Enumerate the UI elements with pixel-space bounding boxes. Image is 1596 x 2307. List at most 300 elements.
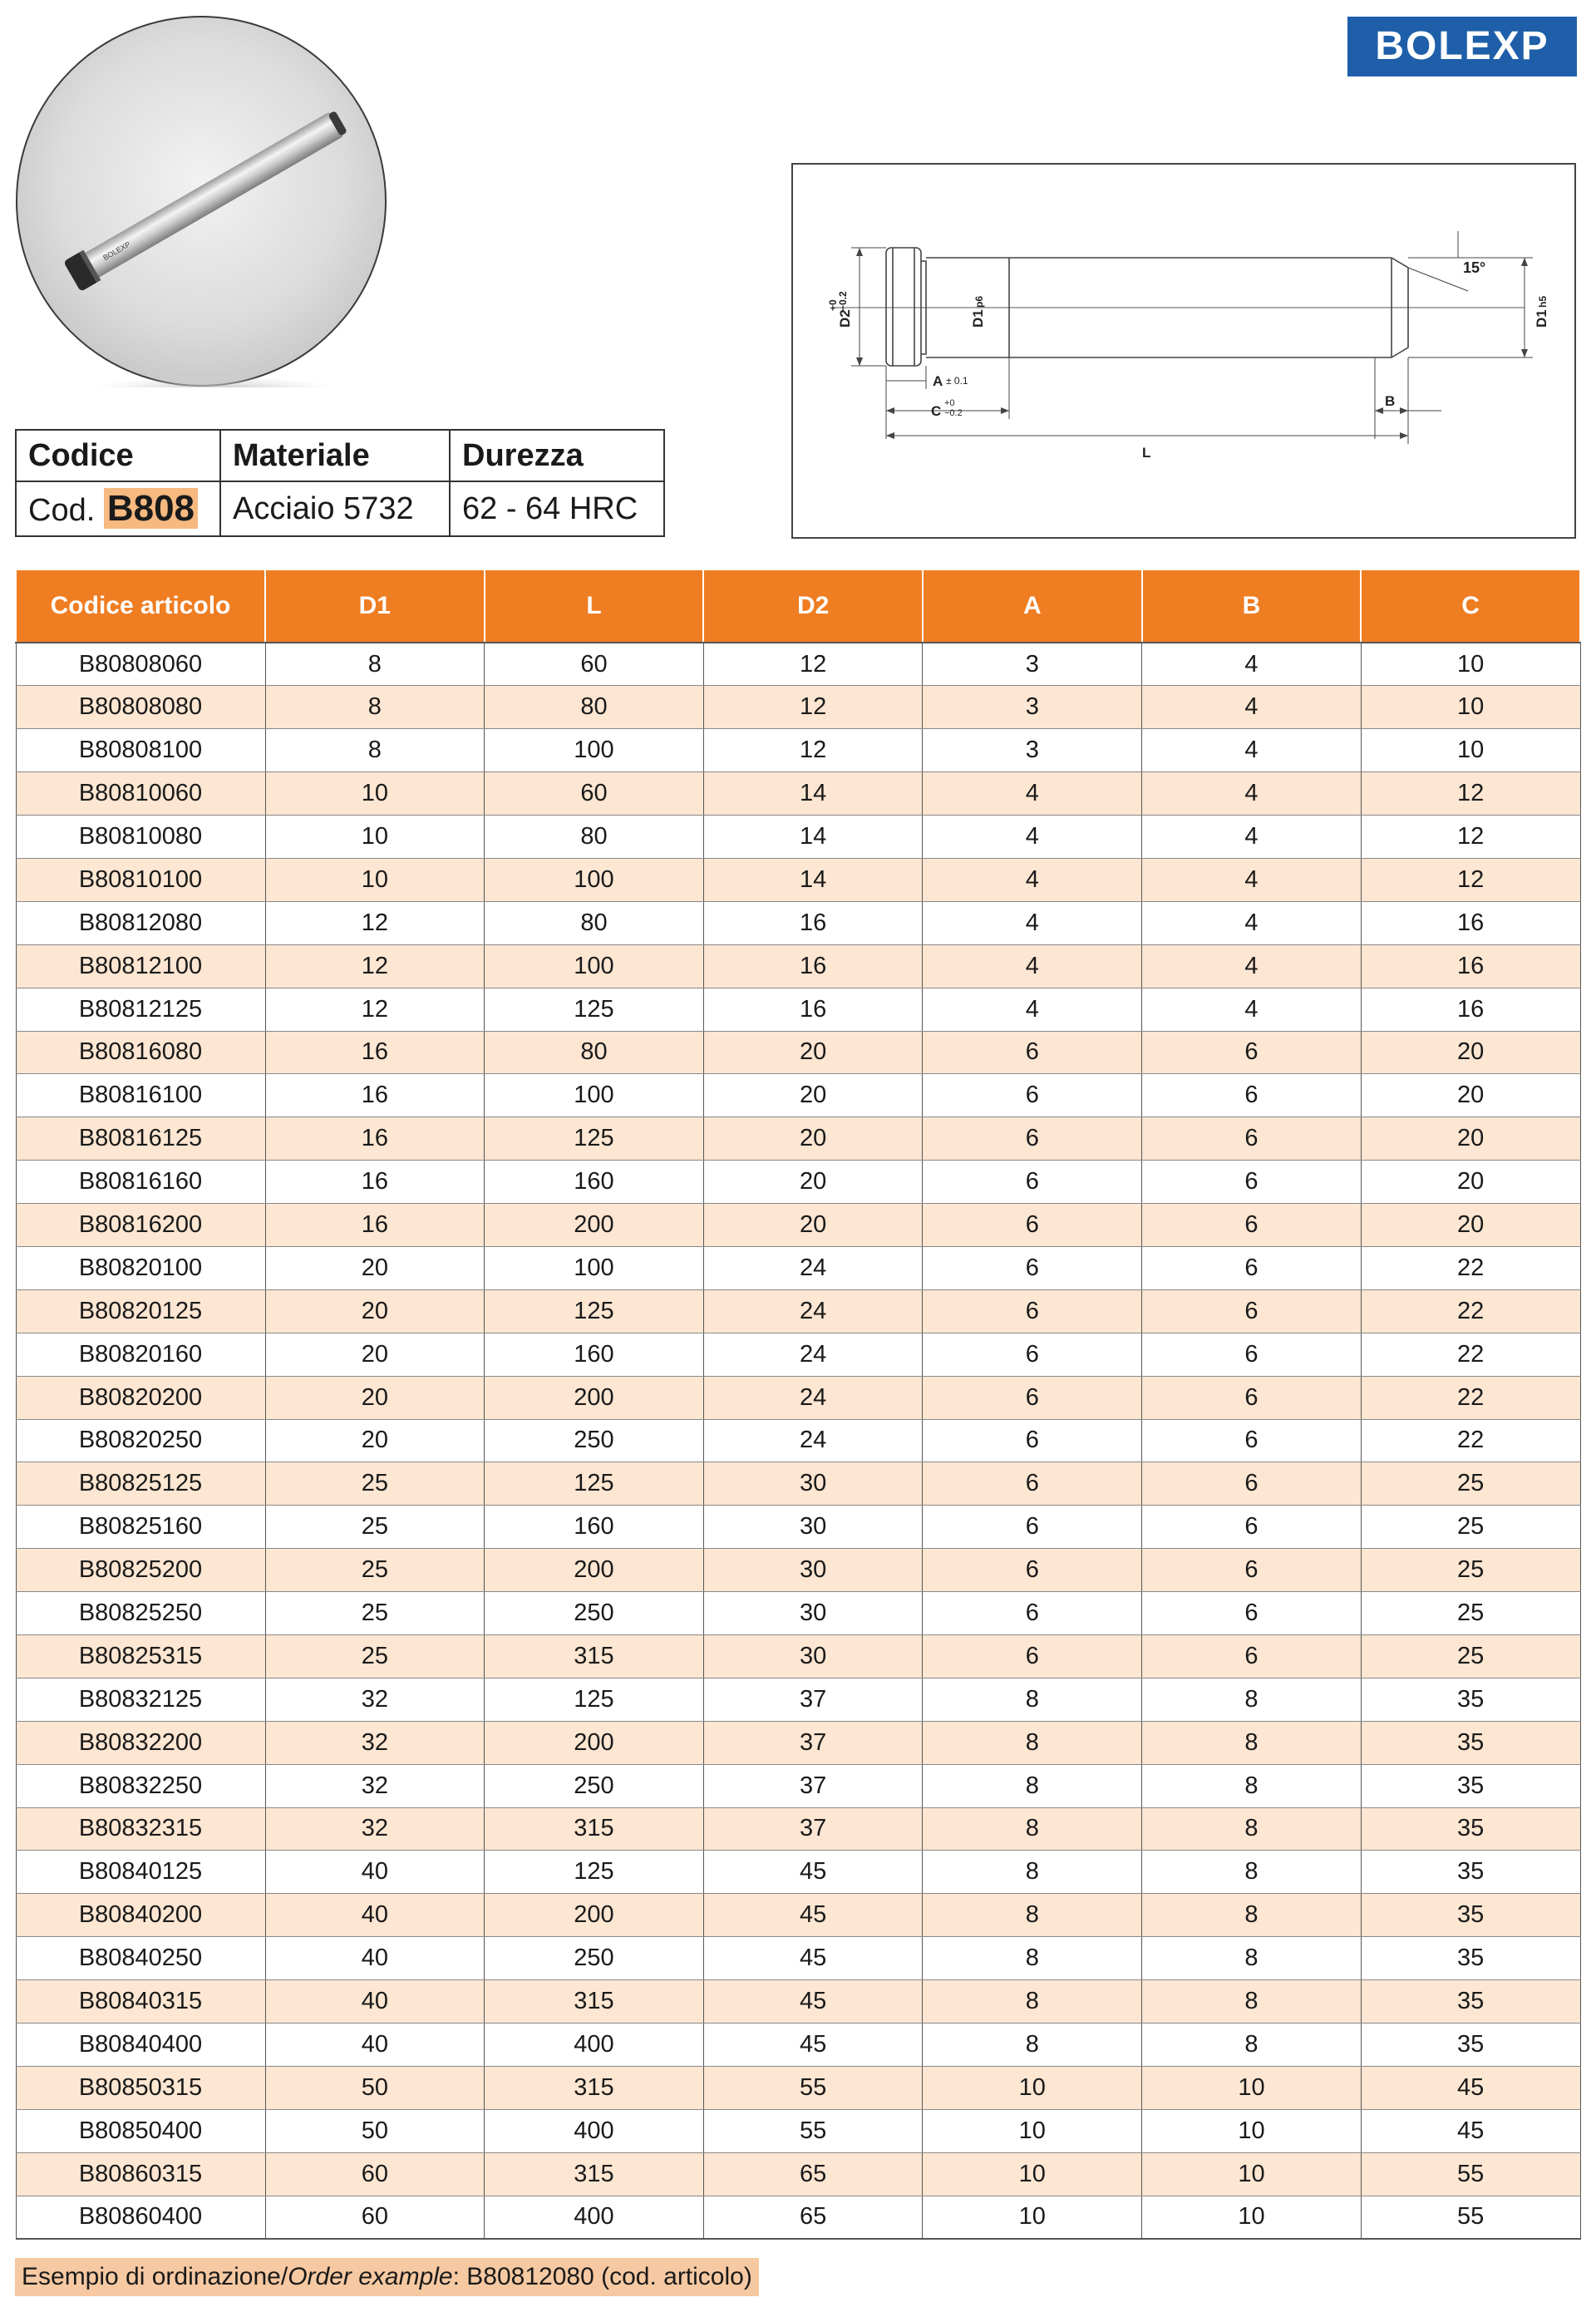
table-cell: 12 [703, 686, 923, 729]
table-row [16, 1246, 1580, 1289]
table-cell: 16 [1361, 988, 1580, 1031]
table-cell: 60 [265, 2196, 485, 2239]
order-example-italic: Order example [288, 2263, 453, 2290]
table-cell: 6 [1142, 1419, 1362, 1462]
table-cell: 4 [1142, 729, 1362, 772]
table-cell: 35 [1361, 1678, 1580, 1721]
table-cell: 100 [485, 944, 704, 988]
table-cell: 125 [485, 1851, 704, 1894]
table-cell: 3 [923, 729, 1142, 772]
table-row [16, 1506, 1580, 1549]
table-cell: 6 [1142, 1376, 1362, 1419]
table-row [16, 1419, 1580, 1462]
table-cell: 50 [265, 2109, 485, 2152]
table-row [16, 1592, 1580, 1635]
table-cell: B80840125 [16, 1851, 265, 1894]
table-cell: B80816125 [16, 1117, 265, 1161]
table-row [16, 1980, 1580, 2024]
table-cell: B80816200 [16, 1204, 265, 1247]
table-cell: 4 [923, 901, 1142, 944]
table-cell: 100 [485, 858, 704, 901]
table-cell: 25 [265, 1592, 485, 1635]
a-label: A [933, 373, 943, 389]
table-cell: 20 [265, 1376, 485, 1419]
table-cell: 55 [703, 2109, 923, 2152]
table-cell: 6 [923, 1419, 1142, 1462]
table-cell: 14 [703, 816, 923, 859]
table-cell: 4 [1142, 772, 1362, 816]
table-cell: 25 [265, 1506, 485, 1549]
table-cell: B80812080 [16, 901, 265, 944]
table-cell: 160 [485, 1333, 704, 1376]
table-cell: 55 [1361, 2196, 1580, 2239]
table-cell: 8 [1142, 1764, 1362, 1807]
table-cell: 160 [485, 1161, 704, 1204]
table-cell: 6 [923, 1549, 1142, 1592]
table-cell: 24 [703, 1333, 923, 1376]
table-cell: 6 [1142, 1204, 1362, 1247]
table-cell: 6 [1142, 1117, 1362, 1161]
table-cell: B80825315 [16, 1634, 265, 1678]
table-cell: 10 [265, 816, 485, 859]
hardness-value: 62 - 64 HRC [450, 481, 664, 536]
table-row [16, 1894, 1580, 1937]
table-cell: 35 [1361, 1721, 1580, 1764]
table-cell: 315 [485, 1634, 704, 1678]
table-row [16, 2196, 1580, 2239]
table-cell: 60 [485, 772, 704, 816]
table-cell: 4 [1142, 686, 1362, 729]
table-cell: B80812100 [16, 944, 265, 988]
table-cell: B80808100 [16, 729, 265, 772]
table-cell: 4 [923, 772, 1142, 816]
table-cell: 8 [1142, 1980, 1362, 2024]
table-cell: 80 [485, 816, 704, 859]
table-cell: B80808080 [16, 686, 265, 729]
table-cell: 24 [703, 1419, 923, 1462]
col-header-l: L [485, 569, 704, 643]
table-cell: 25 [265, 1549, 485, 1592]
table-cell: 4 [1142, 858, 1362, 901]
d1-label: D1 [970, 309, 986, 328]
table-cell: 10 [1361, 643, 1580, 686]
table-cell: 35 [1361, 1851, 1580, 1894]
table-cell: B80825125 [16, 1462, 265, 1506]
table-cell: 8 [923, 1807, 1142, 1851]
table-row [16, 858, 1580, 901]
table-cell: B80840200 [16, 1894, 265, 1937]
table-cell: 200 [485, 1549, 704, 1592]
table-row [16, 1333, 1580, 1376]
table-cell: 20 [703, 1117, 923, 1161]
table-cell: 100 [485, 1246, 704, 1289]
table-cell: 16 [265, 1204, 485, 1247]
table-cell: 10 [1361, 686, 1580, 729]
table-row [16, 1549, 1580, 1592]
table-cell: 10 [265, 772, 485, 816]
table-cell: 125 [485, 1678, 704, 1721]
table-cell: B80840400 [16, 2024, 265, 2067]
table-cell: 8 [265, 686, 485, 729]
table-cell: 24 [703, 1246, 923, 1289]
table-cell: B80810080 [16, 816, 265, 859]
table-cell: 4 [1142, 988, 1362, 1031]
table-row [16, 2024, 1580, 2067]
table-cell: 6 [923, 1634, 1142, 1678]
table-cell: 8 [1142, 1721, 1362, 1764]
table-cell: 65 [703, 2152, 923, 2196]
table-cell: 20 [1361, 1031, 1580, 1074]
table-row [16, 1161, 1580, 1204]
table-cell: 80 [485, 686, 704, 729]
guide-pin-photo [15, 15, 387, 387]
table-cell: 35 [1361, 1937, 1580, 1980]
table-cell: 8 [1142, 1894, 1362, 1937]
table-cell: 40 [265, 1894, 485, 1937]
table-cell: 4 [923, 944, 1142, 988]
pin-engraving: BOLEXP [101, 239, 132, 263]
table-header-row [16, 569, 1580, 643]
table-cell: 22 [1361, 1419, 1580, 1462]
d2-tol-top: +0 [827, 299, 839, 311]
table-cell: B80820100 [16, 1246, 265, 1289]
table-cell: 10 [1142, 2196, 1362, 2239]
table-cell: 30 [703, 1592, 923, 1635]
article-table [15, 569, 1581, 2240]
table-cell: 8 [1142, 1851, 1362, 1894]
table-body [16, 643, 1580, 2239]
table-cell: 315 [485, 2152, 704, 2196]
table-row [16, 2066, 1580, 2109]
table-cell: 125 [485, 1117, 704, 1161]
table-cell: 12 [265, 944, 485, 988]
table-cell: 55 [1361, 2152, 1580, 2196]
table-cell: B80825250 [16, 1592, 265, 1635]
table-cell: 10 [923, 2196, 1142, 2239]
table-cell: 20 [1361, 1074, 1580, 1117]
table-row [16, 1937, 1580, 1980]
table-cell: 200 [485, 1721, 704, 1764]
table-cell: B80860400 [16, 2196, 265, 2239]
table-cell: 24 [703, 1289, 923, 1333]
table-cell: 8 [1142, 1807, 1362, 1851]
table-cell: 6 [923, 1204, 1142, 1247]
table-cell: 16 [703, 901, 923, 944]
table-cell: B80820250 [16, 1419, 265, 1462]
table-cell: B80832315 [16, 1807, 265, 1851]
table-cell: B80832200 [16, 1721, 265, 1764]
table-cell: 315 [485, 1980, 704, 2024]
table-cell: 200 [485, 1376, 704, 1419]
table-cell: 40 [265, 2024, 485, 2067]
table-row [16, 686, 1580, 729]
product-code: B808 [104, 488, 198, 529]
table-cell: 20 [1361, 1204, 1580, 1247]
table-row [16, 1721, 1580, 1764]
table-cell: 37 [703, 1807, 923, 1851]
table-cell: 45 [1361, 2066, 1580, 2109]
table-cell: 35 [1361, 1764, 1580, 1807]
table-cell: B80840315 [16, 1980, 265, 2024]
order-example [15, 2258, 759, 2296]
table-cell: B80832125 [16, 1678, 265, 1721]
table-cell: 60 [485, 643, 704, 686]
table-cell: 10 [923, 2066, 1142, 2109]
table-cell: 6 [923, 1376, 1142, 1419]
codice-header: Codice [16, 430, 220, 481]
table-cell: 6 [1142, 1031, 1362, 1074]
c-tol-bottom: −0.2 [944, 408, 963, 418]
table-cell: 12 [1361, 858, 1580, 901]
table-cell: 4 [923, 988, 1142, 1031]
table-cell: 30 [703, 1462, 923, 1506]
table-cell: 25 [1361, 1506, 1580, 1549]
table-row [16, 1117, 1580, 1161]
table-cell: 6 [923, 1031, 1142, 1074]
table-cell: 16 [265, 1161, 485, 1204]
d1-right-fit: h5 [1537, 295, 1549, 308]
table-row [16, 944, 1580, 988]
table-cell: 20 [703, 1074, 923, 1117]
table-cell: 400 [485, 2196, 704, 2239]
table-cell: 8 [923, 2024, 1142, 2067]
col-header-c: C [1361, 569, 1580, 643]
code-cell [16, 481, 220, 536]
table-cell: 14 [703, 772, 923, 816]
table-cell: 80 [485, 901, 704, 944]
table-cell: 8 [923, 1721, 1142, 1764]
table-cell: B80810100 [16, 858, 265, 901]
table-cell: 6 [923, 1333, 1142, 1376]
col-header-a: A [923, 569, 1142, 643]
table-cell: 6 [923, 1161, 1142, 1204]
table-cell: B80850315 [16, 2066, 265, 2109]
table-cell: 10 [1142, 2152, 1362, 2196]
table-cell: 10 [1142, 2066, 1362, 2109]
table-cell: 80 [485, 1031, 704, 1074]
table-cell: 125 [485, 1462, 704, 1506]
table-cell: 16 [265, 1117, 485, 1161]
table-row [16, 901, 1580, 944]
table-row [16, 1851, 1580, 1894]
table-cell: 10 [1142, 2109, 1362, 2152]
table-cell: 6 [1142, 1634, 1362, 1678]
table-cell: 25 [265, 1634, 485, 1678]
table-cell: 100 [485, 1074, 704, 1117]
table-row [16, 1764, 1580, 1807]
table-cell: B80820200 [16, 1376, 265, 1419]
table-cell: 125 [485, 1289, 704, 1333]
table-cell: 4 [1142, 643, 1362, 686]
table-cell: 8 [923, 1851, 1142, 1894]
table-cell: 6 [923, 1506, 1142, 1549]
table-row [16, 2109, 1580, 2152]
table-cell: 8 [265, 729, 485, 772]
table-cell: 8 [265, 643, 485, 686]
table-row [16, 1807, 1580, 1851]
table-cell: 6 [923, 1289, 1142, 1333]
d1-fit: p6 [973, 295, 985, 308]
table-cell: B80820125 [16, 1289, 265, 1333]
table-cell: 6 [1142, 1246, 1362, 1289]
table-cell: 30 [703, 1549, 923, 1592]
table-cell: 6 [1142, 1333, 1362, 1376]
table-row [16, 1634, 1580, 1678]
table-cell: 40 [265, 1851, 485, 1894]
table-cell: 12 [703, 729, 923, 772]
table-cell: 25 [1361, 1634, 1580, 1678]
table-cell: 12 [265, 901, 485, 944]
l-label: L [1142, 445, 1151, 461]
table-cell: 250 [485, 1592, 704, 1635]
table-row [16, 1462, 1580, 1506]
table-cell: 6 [1142, 1289, 1362, 1333]
table-cell: 45 [703, 1980, 923, 2024]
table-row [16, 772, 1580, 816]
col-header-codice: Codice articolo [16, 569, 265, 643]
table-cell: 12 [703, 643, 923, 686]
bolexp-logo: BOLEXP [1347, 17, 1577, 76]
table-cell: 315 [485, 1807, 704, 1851]
table-cell: B80810060 [16, 772, 265, 816]
table-cell: 25 [1361, 1592, 1580, 1635]
table-cell: 8 [923, 1678, 1142, 1721]
table-cell: 32 [265, 1721, 485, 1764]
materiale-header: Materiale [220, 430, 450, 481]
table-cell: 4 [923, 858, 1142, 901]
product-photo [15, 15, 387, 387]
table-row [16, 1074, 1580, 1117]
material-value: Acciaio 5732 [220, 481, 450, 536]
order-example-suffix: : B80812080 (cod. articolo) [452, 2263, 752, 2290]
table-cell: 20 [703, 1161, 923, 1204]
table-cell: 250 [485, 1937, 704, 1980]
table-cell: B80832250 [16, 1764, 265, 1807]
table-cell: 40 [265, 1980, 485, 2024]
table-cell: 6 [1142, 1161, 1362, 1204]
table-cell: 100 [485, 729, 704, 772]
table-cell: 6 [923, 1246, 1142, 1289]
cod-prefix: Cod. [28, 493, 96, 528]
table-cell: B80825160 [16, 1506, 265, 1549]
table-cell: 45 [703, 2024, 923, 2067]
table-row [16, 729, 1580, 772]
table-cell: 6 [923, 1074, 1142, 1117]
table-cell: 20 [1361, 1161, 1580, 1204]
table-cell: 14 [703, 858, 923, 901]
table-cell: 8 [923, 1937, 1142, 1980]
table-cell: 25 [265, 1462, 485, 1506]
table-cell: B80860315 [16, 2152, 265, 2196]
table-cell: 8 [923, 1980, 1142, 2024]
table-row [16, 988, 1580, 1031]
table-cell: 20 [265, 1246, 485, 1289]
durezza-header: Durezza [450, 430, 664, 481]
c-tol-top: +0 [944, 398, 955, 408]
table-cell: 8 [923, 1894, 1142, 1937]
table-cell: 50 [265, 2066, 485, 2109]
table-cell: B80840250 [16, 1937, 265, 1980]
table-cell: 315 [485, 2066, 704, 2109]
table-cell: 8 [1142, 1937, 1362, 1980]
table-cell: 12 [1361, 816, 1580, 859]
table-cell: 25 [1361, 1462, 1580, 1506]
col-header-d1: D1 [265, 569, 485, 643]
table-cell: 4 [1142, 901, 1362, 944]
table-cell: 20 [265, 1333, 485, 1376]
table-cell: 24 [703, 1376, 923, 1419]
table-cell: 32 [265, 1807, 485, 1851]
table-cell: 200 [485, 1204, 704, 1247]
table-cell: 22 [1361, 1333, 1580, 1376]
d2-tol-bottom: −0.2 [837, 291, 849, 311]
dimension-drawing [793, 165, 1574, 537]
table-cell: 12 [265, 988, 485, 1031]
table-cell: B80808060 [16, 643, 265, 686]
table-cell: B80816160 [16, 1161, 265, 1204]
table-cell: 30 [703, 1506, 923, 1549]
table-cell: 250 [485, 1419, 704, 1462]
c-label: C [931, 403, 942, 419]
table-cell: 3 [923, 643, 1142, 686]
angle-label: 15° [1463, 259, 1486, 276]
table-cell: 35 [1361, 2024, 1580, 2067]
table-cell: 16 [1361, 901, 1580, 944]
table-cell: 32 [265, 1678, 485, 1721]
table-cell: 22 [1361, 1289, 1580, 1333]
table-cell: 6 [1142, 1549, 1362, 1592]
table-cell: B80825200 [16, 1549, 265, 1592]
table-cell: 10 [265, 858, 485, 901]
table-cell: 20 [265, 1289, 485, 1333]
table-cell: 6 [923, 1592, 1142, 1635]
table-cell: 10 [923, 2152, 1142, 2196]
table-cell: 35 [1361, 1807, 1580, 1851]
table-cell: 20 [703, 1031, 923, 1074]
table-cell: 4 [1142, 944, 1362, 988]
table-cell: 10 [923, 2109, 1142, 2152]
table-cell: 35 [1361, 1980, 1580, 2024]
table-cell: 400 [485, 2024, 704, 2067]
table-row [16, 643, 1580, 686]
table-cell: 4 [1142, 816, 1362, 859]
table-cell: 22 [1361, 1376, 1580, 1419]
table-cell: 37 [703, 1764, 923, 1807]
table-row [16, 1678, 1580, 1721]
technical-drawing [791, 163, 1576, 539]
table-row [16, 1376, 1580, 1419]
d1-right-label: D1 [1534, 309, 1549, 328]
table-row [16, 1031, 1580, 1074]
table-cell: 160 [485, 1506, 704, 1549]
table-cell: 16 [1361, 944, 1580, 988]
table-cell: 65 [703, 2196, 923, 2239]
table-cell: 60 [265, 2152, 485, 2196]
table-cell: 8 [1142, 1678, 1362, 1721]
table-cell: 37 [703, 1721, 923, 1764]
table-cell: 200 [485, 1894, 704, 1937]
product-info-table [15, 429, 665, 537]
table-cell: B80816100 [16, 1074, 265, 1117]
table-cell: 45 [703, 1894, 923, 1937]
table-cell: 37 [703, 1678, 923, 1721]
table-row [16, 1204, 1580, 1247]
table-cell: 16 [265, 1074, 485, 1117]
table-cell: 8 [923, 1764, 1142, 1807]
table-cell: 6 [1142, 1462, 1362, 1506]
b-label: B [1385, 393, 1396, 409]
table-cell: 32 [265, 1764, 485, 1807]
